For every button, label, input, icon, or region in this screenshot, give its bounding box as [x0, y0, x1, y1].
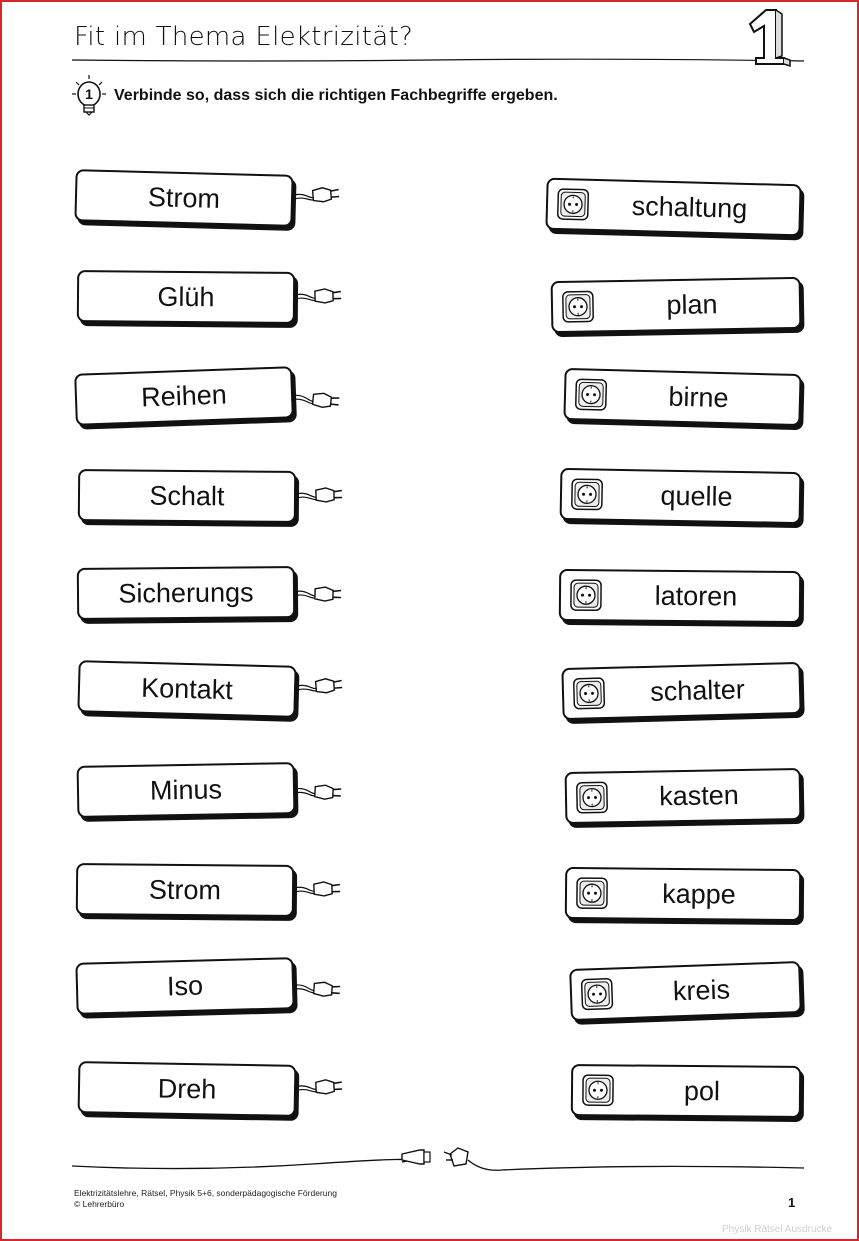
- page-title: Fit im Thema Elektrizität?: [74, 22, 414, 52]
- socket-icon: [579, 977, 614, 1012]
- word-card-left[interactable]: [75, 957, 294, 1015]
- task-number: 1: [85, 86, 93, 102]
- word-card-label: Iso: [166, 970, 204, 1001]
- word-card-label: Minus: [149, 773, 223, 806]
- socket-icon: [575, 876, 609, 910]
- badge-number: 1: [736, 6, 737, 7]
- word-card-right[interactable]: [545, 178, 801, 237]
- socket-icon: [575, 780, 610, 815]
- word-card-label: schaltung: [631, 190, 748, 224]
- word-card-right[interactable]: [561, 662, 801, 720]
- socket-icon: [574, 377, 609, 412]
- socket-icon: [570, 477, 605, 512]
- footer-line-1: Elektrizitätslehre, Rätsel, Physik 5+6, sonderpädagogische Förderung: [74, 1188, 337, 1198]
- plug-icon: [293, 283, 352, 309]
- word-card-label: kasten: [658, 779, 740, 811]
- word-card-label: Kontakt: [140, 672, 234, 705]
- plug-icon: [292, 876, 351, 902]
- plug-icon: [293, 581, 352, 607]
- task-header: [72, 74, 558, 118]
- word-card-label: Sicherungs: [118, 576, 254, 609]
- plug-icon: [293, 672, 353, 700]
- word-card-label: kappe: [662, 878, 736, 909]
- word-card-right[interactable]: [559, 569, 801, 623]
- word-card-right[interactable]: [551, 277, 802, 333]
- word-card-label: Strom: [148, 874, 222, 905]
- task-instruction: Verbinde so, dass sich die richtigen Fachbegriffe ergeben.: [114, 87, 558, 104]
- page-number: 1: [788, 1195, 796, 1210]
- socket-icon: [569, 578, 603, 612]
- socket-icon: [556, 187, 591, 222]
- word-card-left[interactable]: [78, 469, 296, 523]
- word-card-left[interactable]: [74, 366, 294, 426]
- word-card-right[interactable]: [563, 368, 801, 426]
- word-card-label: kreis: [672, 973, 731, 1006]
- word-card-left[interactable]: [77, 566, 295, 620]
- word-card-right[interactable]: [569, 961, 802, 1021]
- word-card-right[interactable]: [571, 1064, 801, 1118]
- word-card-left[interactable]: [77, 270, 295, 324]
- word-card-label: Dreh: [157, 1072, 217, 1105]
- plug-icon: [291, 975, 351, 1003]
- word-card-label: birne: [668, 381, 729, 413]
- lightbulb-icon: [72, 74, 106, 118]
- plug-icon: [294, 482, 353, 508]
- word-card-label: pol: [683, 1075, 721, 1106]
- cable-with-plug-decoration: [72, 1142, 804, 1182]
- title-underline: [72, 56, 804, 66]
- word-card-label: Glüh: [157, 281, 215, 312]
- footer-credits: [74, 1188, 337, 1210]
- plug-icon: [292, 778, 351, 805]
- word-card-left[interactable]: [77, 762, 296, 818]
- plug-icon: [290, 385, 350, 415]
- socket-icon: [581, 1073, 615, 1107]
- socket-icon: [572, 676, 607, 711]
- word-card-left[interactable]: [77, 660, 296, 718]
- word-card-left[interactable]: [78, 1061, 297, 1117]
- word-card-label: latoren: [654, 580, 738, 611]
- plug-icon: [293, 1073, 352, 1100]
- word-card-left[interactable]: [74, 169, 293, 227]
- word-card-label: Schalt: [149, 480, 225, 511]
- word-card-label: quelle: [660, 480, 733, 512]
- word-card-right[interactable]: [565, 867, 801, 921]
- word-card-label: schalter: [649, 673, 746, 707]
- word-card-label: plan: [666, 288, 718, 320]
- watermark: Physik Rätsel Ausdrucke: [722, 1224, 833, 1235]
- word-card-label: Reihen: [140, 379, 228, 412]
- plug-icon: [290, 181, 350, 209]
- footer-line-2: © Lehrerbüro: [74, 1199, 125, 1209]
- worksheet-number-badge: [736, 6, 796, 68]
- socket-icon: [561, 289, 596, 324]
- word-card-right[interactable]: [560, 468, 802, 524]
- word-card-left[interactable]: [76, 863, 294, 917]
- word-card-label: Strom: [147, 181, 221, 214]
- word-card-right[interactable]: [565, 768, 802, 824]
